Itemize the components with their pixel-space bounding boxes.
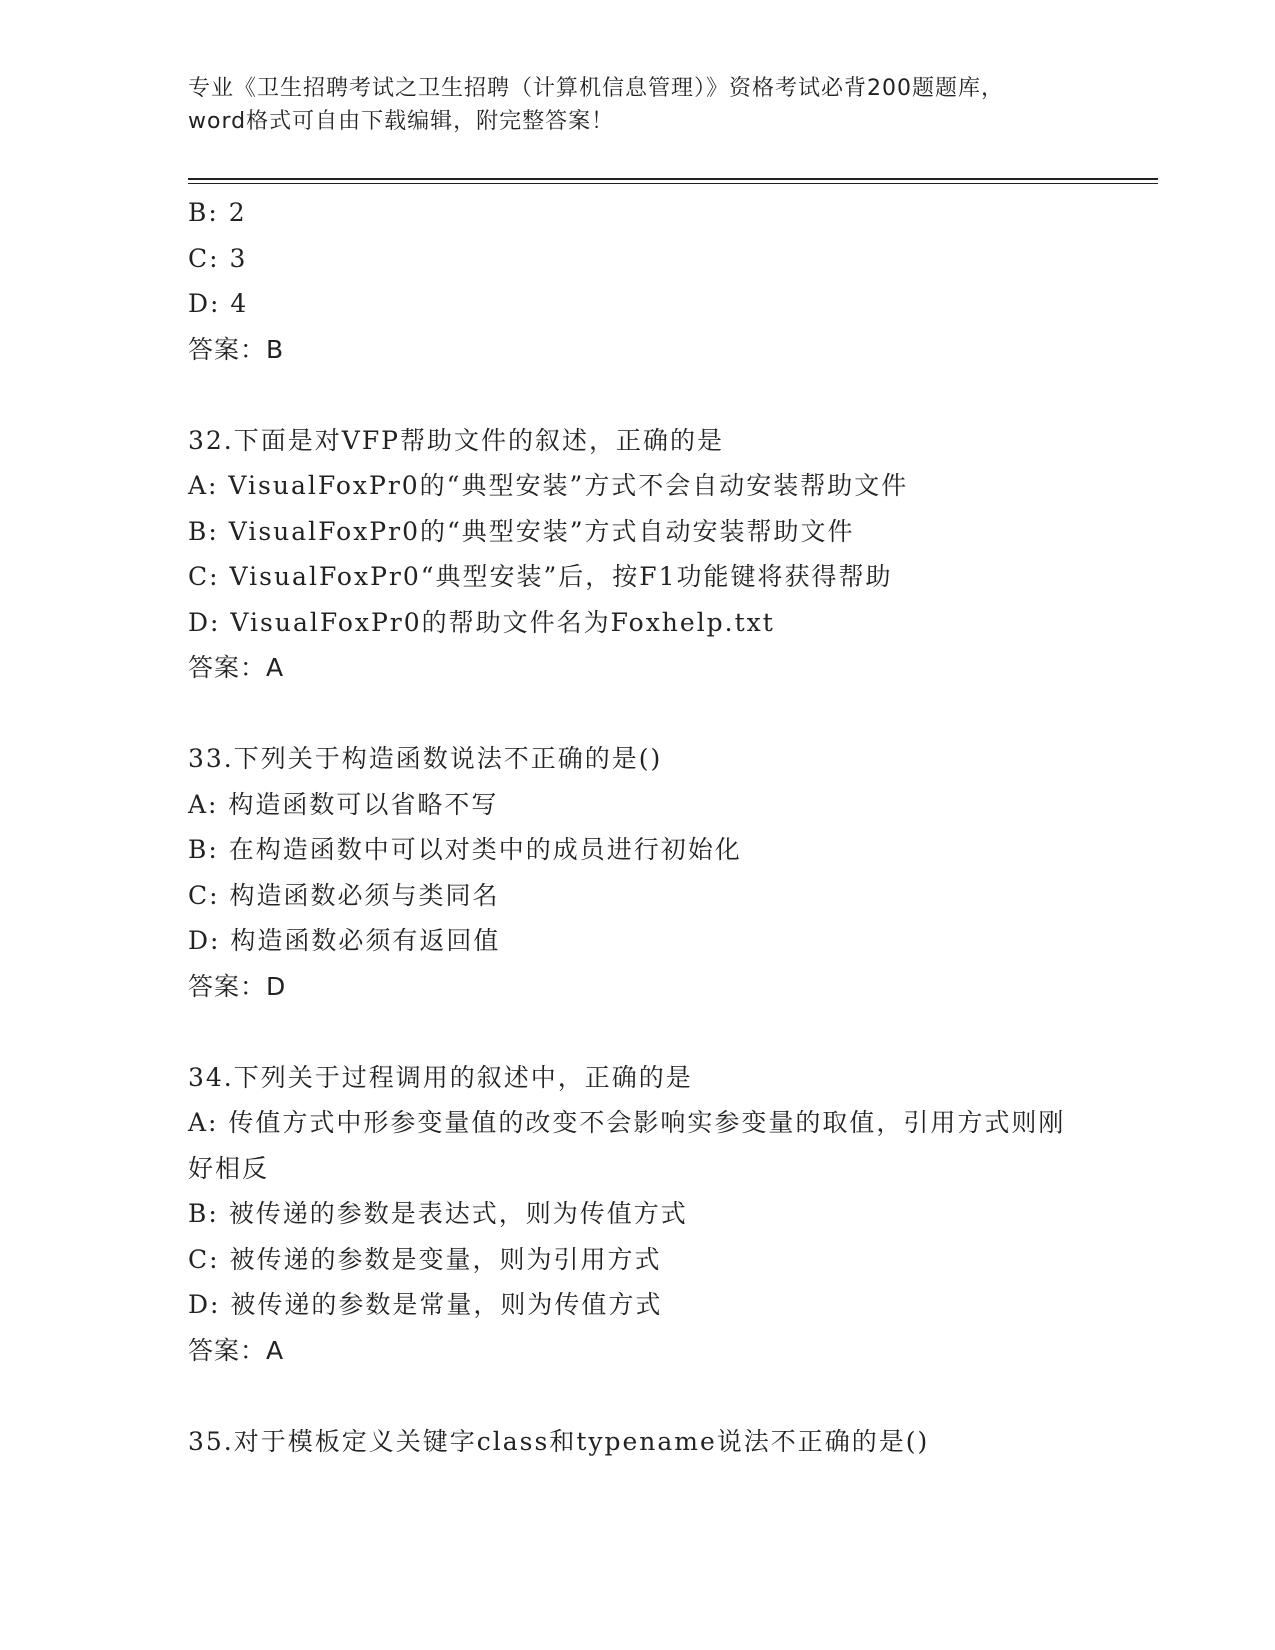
option-c: C: 构造函数必须与类同名 xyxy=(188,880,500,910)
answer-label: 答案：A xyxy=(188,653,285,682)
option-b: B: 2 xyxy=(188,198,247,227)
option-c: C: 被传递的参数是变量，则为引用方式 xyxy=(188,1244,662,1274)
option-d: D: VisualFoxPr0的帮助文件名为Foxhelp.txt xyxy=(188,607,775,637)
question-34 xyxy=(188,1055,1148,1374)
option-c: C: VisualFoxPr0“典型安装”后，按F1功能键将获得帮助 xyxy=(188,562,893,591)
header-divider-thin xyxy=(188,183,1158,184)
answer-label: 答案：A xyxy=(188,1335,285,1365)
answer-label: 答案：D xyxy=(188,971,287,1001)
option-d: D: 被传递的参数是常量，则为传值方式 xyxy=(188,1290,663,1319)
header-line-2: word格式可自由下载编辑，附完整答案！ xyxy=(188,109,615,134)
header-divider-thick xyxy=(188,178,1158,180)
option-a: A: VisualFoxPr0的“典型安装”方式不会自动安装帮助文件 xyxy=(188,471,909,500)
option-b: B: VisualFoxPr0的“典型安装”方式自动安装帮助文件 xyxy=(188,516,855,546)
option-b: B: 在构造函数中可以对类中的成员进行初始化 xyxy=(188,835,742,864)
answer-label: 答案：B xyxy=(188,334,285,364)
spacer xyxy=(188,1009,1148,1055)
spacer xyxy=(188,1373,1148,1419)
document-header xyxy=(188,72,1088,138)
spacer xyxy=(188,372,1148,418)
question-text: 33.下列关于构造函数说法不正确的是() xyxy=(188,744,663,773)
option-a: A: 传值方式中形参变量值的改变不会影响实参变量的取值，引用方式则刚好相反 xyxy=(188,1108,1066,1183)
question-list xyxy=(188,190,1148,1464)
question-35 xyxy=(188,1419,1148,1465)
question-31 xyxy=(188,190,1148,372)
question-text: 32.下面是对VFP帮助文件的叙述，正确的是 xyxy=(188,425,724,455)
option-d: D: 构造函数必须有返回值 xyxy=(188,926,501,955)
spacer xyxy=(188,691,1148,737)
header-line-1: 专业《卫生招聘考试之卫生招聘（计算机信息管理）》资格考试必背200题题库， xyxy=(188,76,1004,101)
option-a: A: 构造函数可以省略不写 xyxy=(188,789,499,819)
question-text: 34.下列关于过程调用的叙述中，正确的是 xyxy=(188,1062,693,1092)
option-c: C: 3 xyxy=(188,243,248,273)
question-33 xyxy=(188,736,1148,1009)
option-b: B: 被传递的参数是表达式，则为传值方式 xyxy=(188,1199,688,1228)
question-32 xyxy=(188,418,1148,691)
question-text: 35.对于模板定义关键字class和typename说法不正确的是() xyxy=(188,1426,930,1456)
option-d: D: 4 xyxy=(188,289,249,318)
